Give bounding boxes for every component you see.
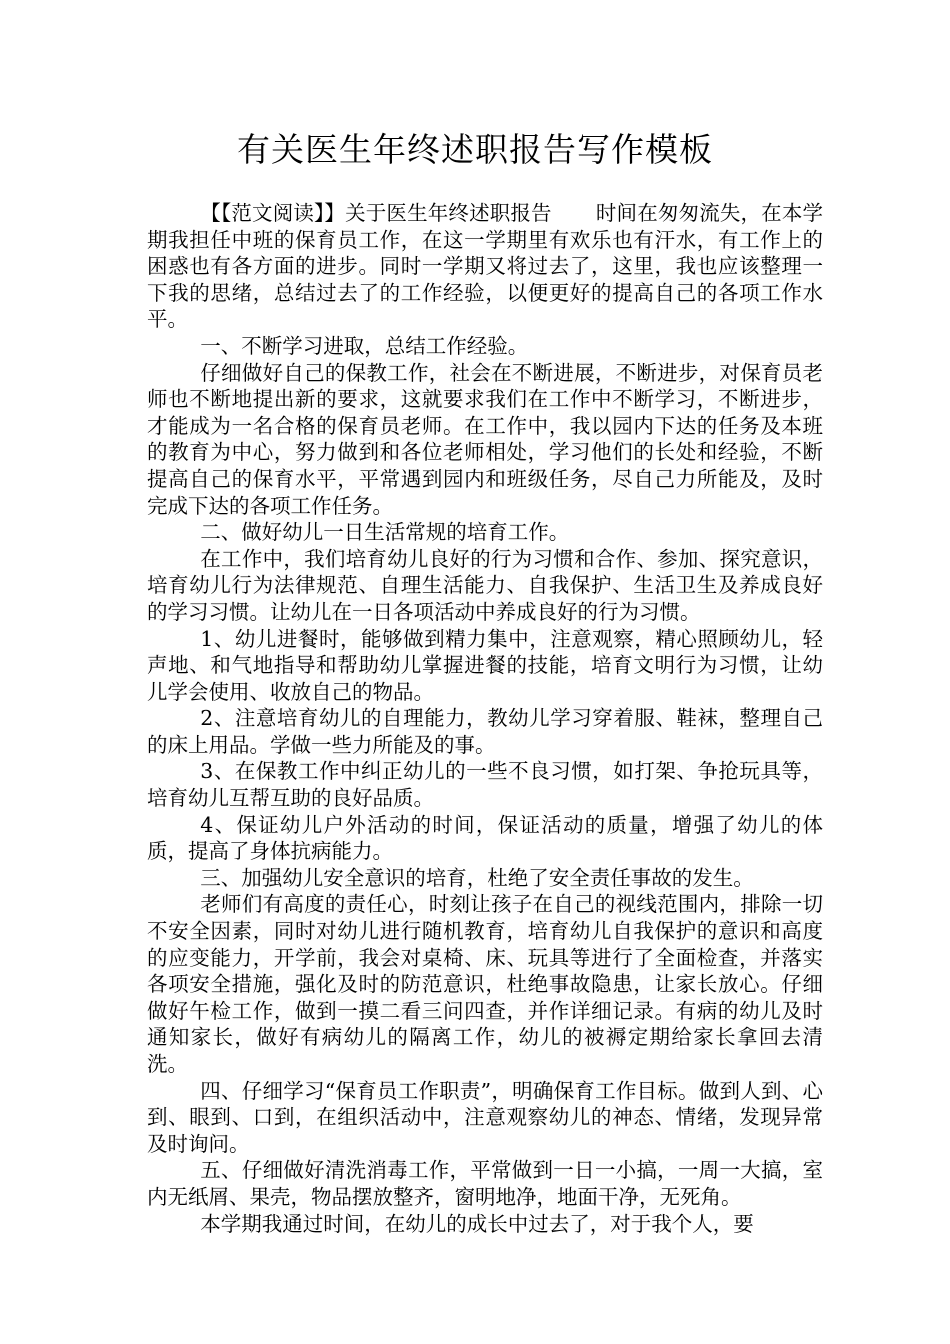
- intro-prefix: 【【范文阅读】】关于医生年终述职报告: [200, 201, 552, 225]
- section-heading-4: 四、仔细学习“保育员工作职责”，明确保育工作目标。做到人到、心到、眼到、口到，在组织活动中，注意观察幼儿的神态、情绪，发现异常及时询问。: [147, 1078, 823, 1156]
- body-paragraph: 老师们有高度的责任心，时刻让孩子在自己的视线范围内，排除一切不安全因素，同时对幼儿进行随机教育，培育幼儿自我保护的意识和高度的应变能力，开学前，我会对桌椅、床、玩具等进行了全面检查，并落实各项安全措施，强化及时的防范意识，杜绝事故隐患，让家长放心。仔细做好午检工作，做到一摸二看三问四查，并作详细记录。有病的幼儿及时通知家长，做好有病幼儿的隔离工作，幼儿的被褥定期给家长拿回去清洗。: [147, 892, 823, 1076]
- intro-rest: 时间在匆匆流失，在本学期我担任中班的保育员工作，在这一学期里有欢乐也有汗水，有工作上的困惑也有各方面的进步。同时一学期又将过去了，这里，我也应该整理一下我的思绪，总结过去了的工作经验，以便更好的提高自己的各项工作水平。: [147, 201, 824, 332]
- list-item: 1、幼儿进餐时，能够做到精力集中，注意观察，精心照顾幼儿，轻声地、和气地指导和帮助幼儿掌握进餐的技能，培育文明行为习惯，让幼儿学会使用、收放自己的物品。: [147, 626, 823, 704]
- section-heading-2: 二、做好幼儿一日生活常规的培育工作。: [200, 520, 570, 545]
- document-body: [147, 200, 823, 1237]
- body-paragraph: 仔细做好自己的保教工作，社会在不断进展，不断进步，对保育员老师也不断地提出新的要求，这就要求我们在工作中不断学习，不断进步，才能成为一名合格的保育员老师。在工作中，我以园内下达的任务及本班的教育为中心，努力做到和各位老师相处，学习他们的长处和经验，不断提高自己的保育水平，平常遇到园内和班级任务，尽自己力所能及，及时完成下达的各项工作任务。: [147, 360, 823, 518]
- intro-paragraph: [147, 200, 823, 333]
- body-paragraph: 在工作中，我们培育幼儿良好的行为习惯和合作、参加、探究意识，培育幼儿行为法律规范、自理生活能力、自我保护、生活卫生及养成良好的学习习惯。让幼儿在一日各项活动中养成良好的行为习惯。: [147, 546, 823, 624]
- list-item: 3、在保教工作中纠正幼儿的一些不良习惯，如打架、争抢玩具等，培育幼儿互帮互助的良好品质。: [147, 759, 823, 811]
- list-item: 2、注意培育幼儿的自理能力，教幼儿学习穿着服、鞋袜，整理自己的床上用品。学做一些力所能及的事。: [147, 706, 823, 757]
- body-paragraph: 本学期我通过时间，在幼儿的成长中过去了，对于我个人，要: [200, 1211, 754, 1236]
- section-heading-1: 一、不断学习进取，总结工作经验。: [200, 333, 529, 358]
- document-title: 有关医生年终述职报告写作模板: [237, 130, 713, 169]
- section-heading-5: 五、仔细做好清洗消毒工作，平常做到一日一小搞，一周一大搞，室内无纸屑、果壳，物品摆放整齐，窗明地净，地面干净，无死角。: [147, 1158, 823, 1209]
- list-item: 4、保证幼儿户外活动的时间，保证活动的质量，增强了幼儿的体质，提高了身体抗病能力。: [147, 812, 823, 864]
- section-heading-3: 三、加强幼儿安全意识的培育，杜绝了安全责任事故的发生。: [200, 865, 754, 890]
